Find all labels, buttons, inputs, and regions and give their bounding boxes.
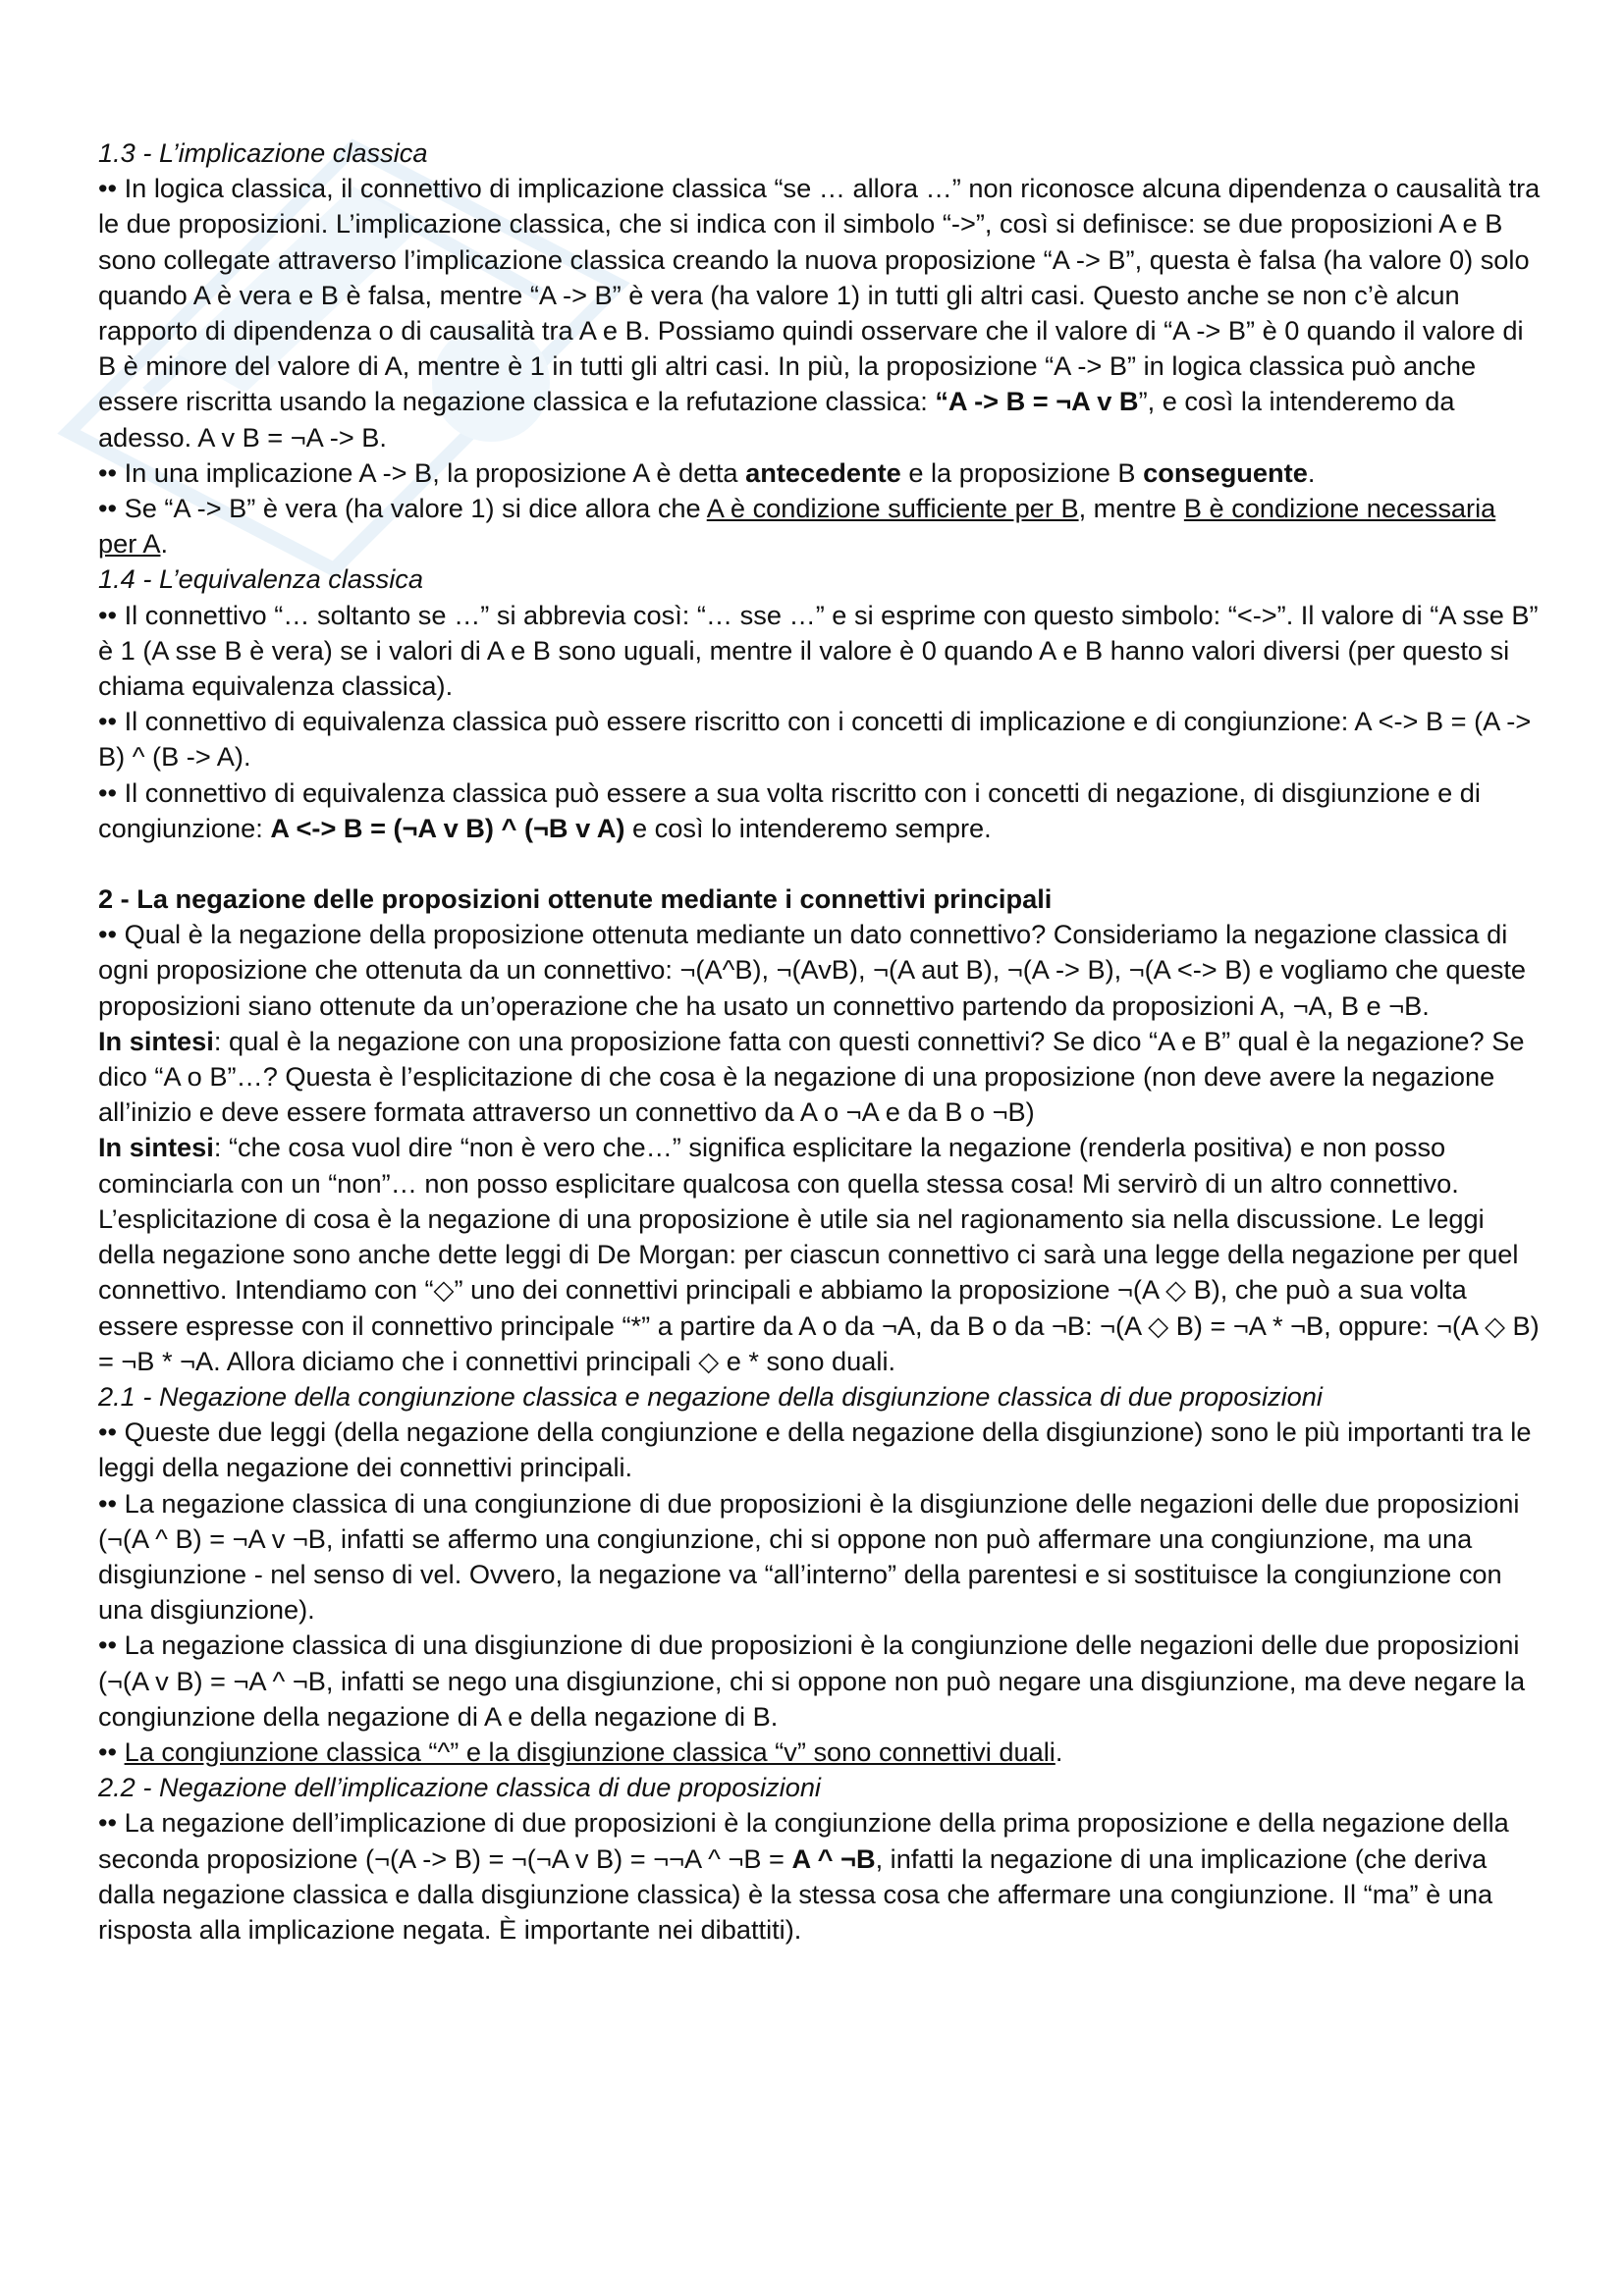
paragraph: •• La negazione classica di una congiunzione di due proposizioni è la disgiunzione delle negazioni delle due proposizioni (¬(A ^ B) = ¬A v ¬B, infatti se affermo una congiunzione, chi si oppone non può affermare una congiunzione, ma una disgiunzione - nel senso di vel. Ovvero, la negazione va “all’interno” della parentesi e si sostituisce la congiunzione con una disgiunzione). — [98, 1487, 1520, 1626]
paragraph: •• Se “A -> B” è vera (ha valore 1) si dice allora che A è condizione sufficiente per B, mentre B è condizione necessaria per A. — [98, 493, 1496, 560]
underlined-text: La congiunzione classica “^” e la disgiunzione classica “v” sono connettivi duali — [124, 1735, 1056, 1767]
paragraph: •• Il connettivo “… soltanto se …” si abbrevia così: “… sse …” e si esprime con questo simbolo: “<->”. Il valore di “A sse B” è 1 (A sse B è vera) se i valori di A e B sono uguali, mentre il valore è 0 quando A e B hanno valori diversi (per questo si chiama equivalenza classica). — [98, 599, 1539, 702]
bold-formula: A ^ ¬B — [791, 1842, 876, 1874]
paragraph: •• Il connettivo di equivalenza classica può essere a sua volta riscritto con i concetti di negazione, di disgiunzione e di congiunzione: A <-> B = (¬A v B) ^ (¬B v A) e così lo intenderemo sempre. — [98, 776, 1481, 843]
underlined-text: B è condizione necessaria per A — [98, 493, 1496, 560]
paragraph: •• In una implicazione A -> B, la proposizione A è detta antecedente e la proposizione B conseguente. — [98, 456, 1316, 488]
section-heading-2-1: 2.1 - Negazione della congiunzione classica e negazione della disgiunzione classica di due proposizioni — [98, 1380, 1323, 1412]
section-heading-2: 2 - La negazione delle proposizioni ottenute mediante i connettivi principali — [98, 883, 1053, 915]
bold-lead: In sintesi — [98, 1025, 214, 1056]
paragraph: In sintesi: qual è la negazione con una proposizione fatta con questi connettivi? Se dico “A e B” qual è la negazione? Se dico “A o B”…? Questa è l’esplicitazione di che cosa è la negazione di una proposizione (non deve avere la negazione all’inizio e deve essere formata attraverso un connettivo da A o ¬A e da B o ¬B) — [98, 1025, 1525, 1128]
paragraph: •• La congiunzione classica “^” e la disgiunzione classica “v” sono connettivi duali. — [98, 1735, 1063, 1767]
section-spacer — [98, 846, 1542, 881]
section-heading-1-4: 1.4 - L’equivalenza classica — [98, 563, 423, 595]
paragraph: L’esplicitazione di cosa è la negazione di una proposizione è utile sia nel ragionamento sia nella discussione. Le leggi della negazione sono anche dette leggi di De Morgan: per ciascun connettivo ci sarà una legge della negazione per quel connettivo. Intendiamo con “◇” uno dei connettivi principali e abbiamo la proposizione ¬(A ◇ B), che può a sua volta essere espresse con il connettivo principale “*” a partire da A o da ¬A, da B o da ¬B: ¬(A ◇ B) = ¬A * ¬B, oppure: ¬(A ◇ B) = ¬B * ¬A. Allora diciamo che i connettivi principali ◇ e * sono duali. — [98, 1202, 1540, 1376]
bold-formula: A <-> B = (¬A v B) ^ (¬B v A) — [270, 812, 625, 843]
underlined-text: A è condizione sufficiente per B — [706, 493, 1079, 524]
bold-term: antecedente — [745, 456, 901, 488]
paragraph: •• In logica classica, il connettivo di implicazione classica “se … allora …” non riconosce alcuna dipendenza o causalità tra le due proposizioni. L’implicazione classica, che si indica con il simbolo “->”, così si definisce: se due proposizioni A e B sono collegate attraverso l’implicazione classica creando la nuova proposizione “A -> B”, questa è falsa (ha valore 0) solo quando A è vera e B è falsa, mentre “A -> B” è vera (ha valore 1) in tutti gli altri casi. Questo anche se non c’è alcun rapporto di dipendenza o di causalità tra A e B. Possiamo quindi osservare che il valore di “A -> B” è 0 quando il valore di B è minore del valore di A, mentre è 1 in tutti gli altri casi. In più, la proposizione “A -> B” in logica classica può anche essere riscritta usando la negazione classica e la refutazione classica: “A -> B = ¬A v B”, e così la intenderemo da adesso. A v B = ¬A -> B. — [98, 173, 1541, 453]
bold-lead: In sintesi — [98, 1132, 214, 1163]
document-body — [98, 135, 1542, 1948]
bold-term: conseguente — [1143, 456, 1308, 488]
paragraph: •• La negazione dell’implicazione di due proposizioni è la congiunzione della prima proposizione e della negazione della seconda proposizione (¬(A -> B) = ¬(¬A v B) = ¬¬A ^ ¬B = A ^ ¬B, infatti la negazione di una implicazione (che deriva dalla negazione classica e dalla disgiunzione classica) è la stessa cosa che affermare una congiunzione. Il “ma” è una risposta alla implicazione negata. È importante nei dibattiti). — [98, 1807, 1509, 1945]
paragraph: •• Queste due leggi (della negazione della congiunzione e della negazione della disgiunzione) sono le più importanti tra le leggi della negazione dei connettivi principali. — [98, 1416, 1532, 1483]
paragraph: In sintesi: “che cosa vuol dire “non è vero che…” significa esplicitare la negazione (renderla positiva) e non posso cominciarla con un “non”… non posso esplicitare qualcosa con quella stessa cosa! Mi servirò di un altro connettivo. — [98, 1132, 1459, 1199]
paragraph: •• Il connettivo di equivalenza classica può essere riscritto con i concetti di implicazione e di congiunzione: A <-> B = (A -> B) ^ (B -> A). — [98, 706, 1532, 773]
paragraph: •• La negazione classica di una disgiunzione di due proposizioni è la congiunzione delle negazioni delle due proposizioni (¬(A v B) = ¬A ^ ¬B, infatti se nego una disgiunzione, chi si oppone non può negare una disgiunzione, ma deve negare la congiunzione della negazione di A e della negazione di B. — [98, 1629, 1526, 1732]
bold-formula: “A -> B = ¬A v B — [935, 386, 1139, 417]
section-heading-2-2: 2.2 - Negazione dell’implicazione classica di due proposizioni — [98, 1772, 821, 1803]
section-heading-1-3: 1.3 - L’implicazione classica — [98, 137, 428, 168]
paragraph: •• Qual è la negazione della proposizione ottenuta mediante un dato connettivo? Consideriamo la negazione classica di ogni proposizione che ottenuta da un connettivo: ¬(A^B), ¬(AvB), ¬(A aut B), ¬(A -> B), ¬(A <-> B) e vogliamo che queste proposizioni siano ottenute da un’operazione che ha usato un connettivo partendo da proposizioni A, ¬A, B e ¬B. — [98, 919, 1527, 1021]
